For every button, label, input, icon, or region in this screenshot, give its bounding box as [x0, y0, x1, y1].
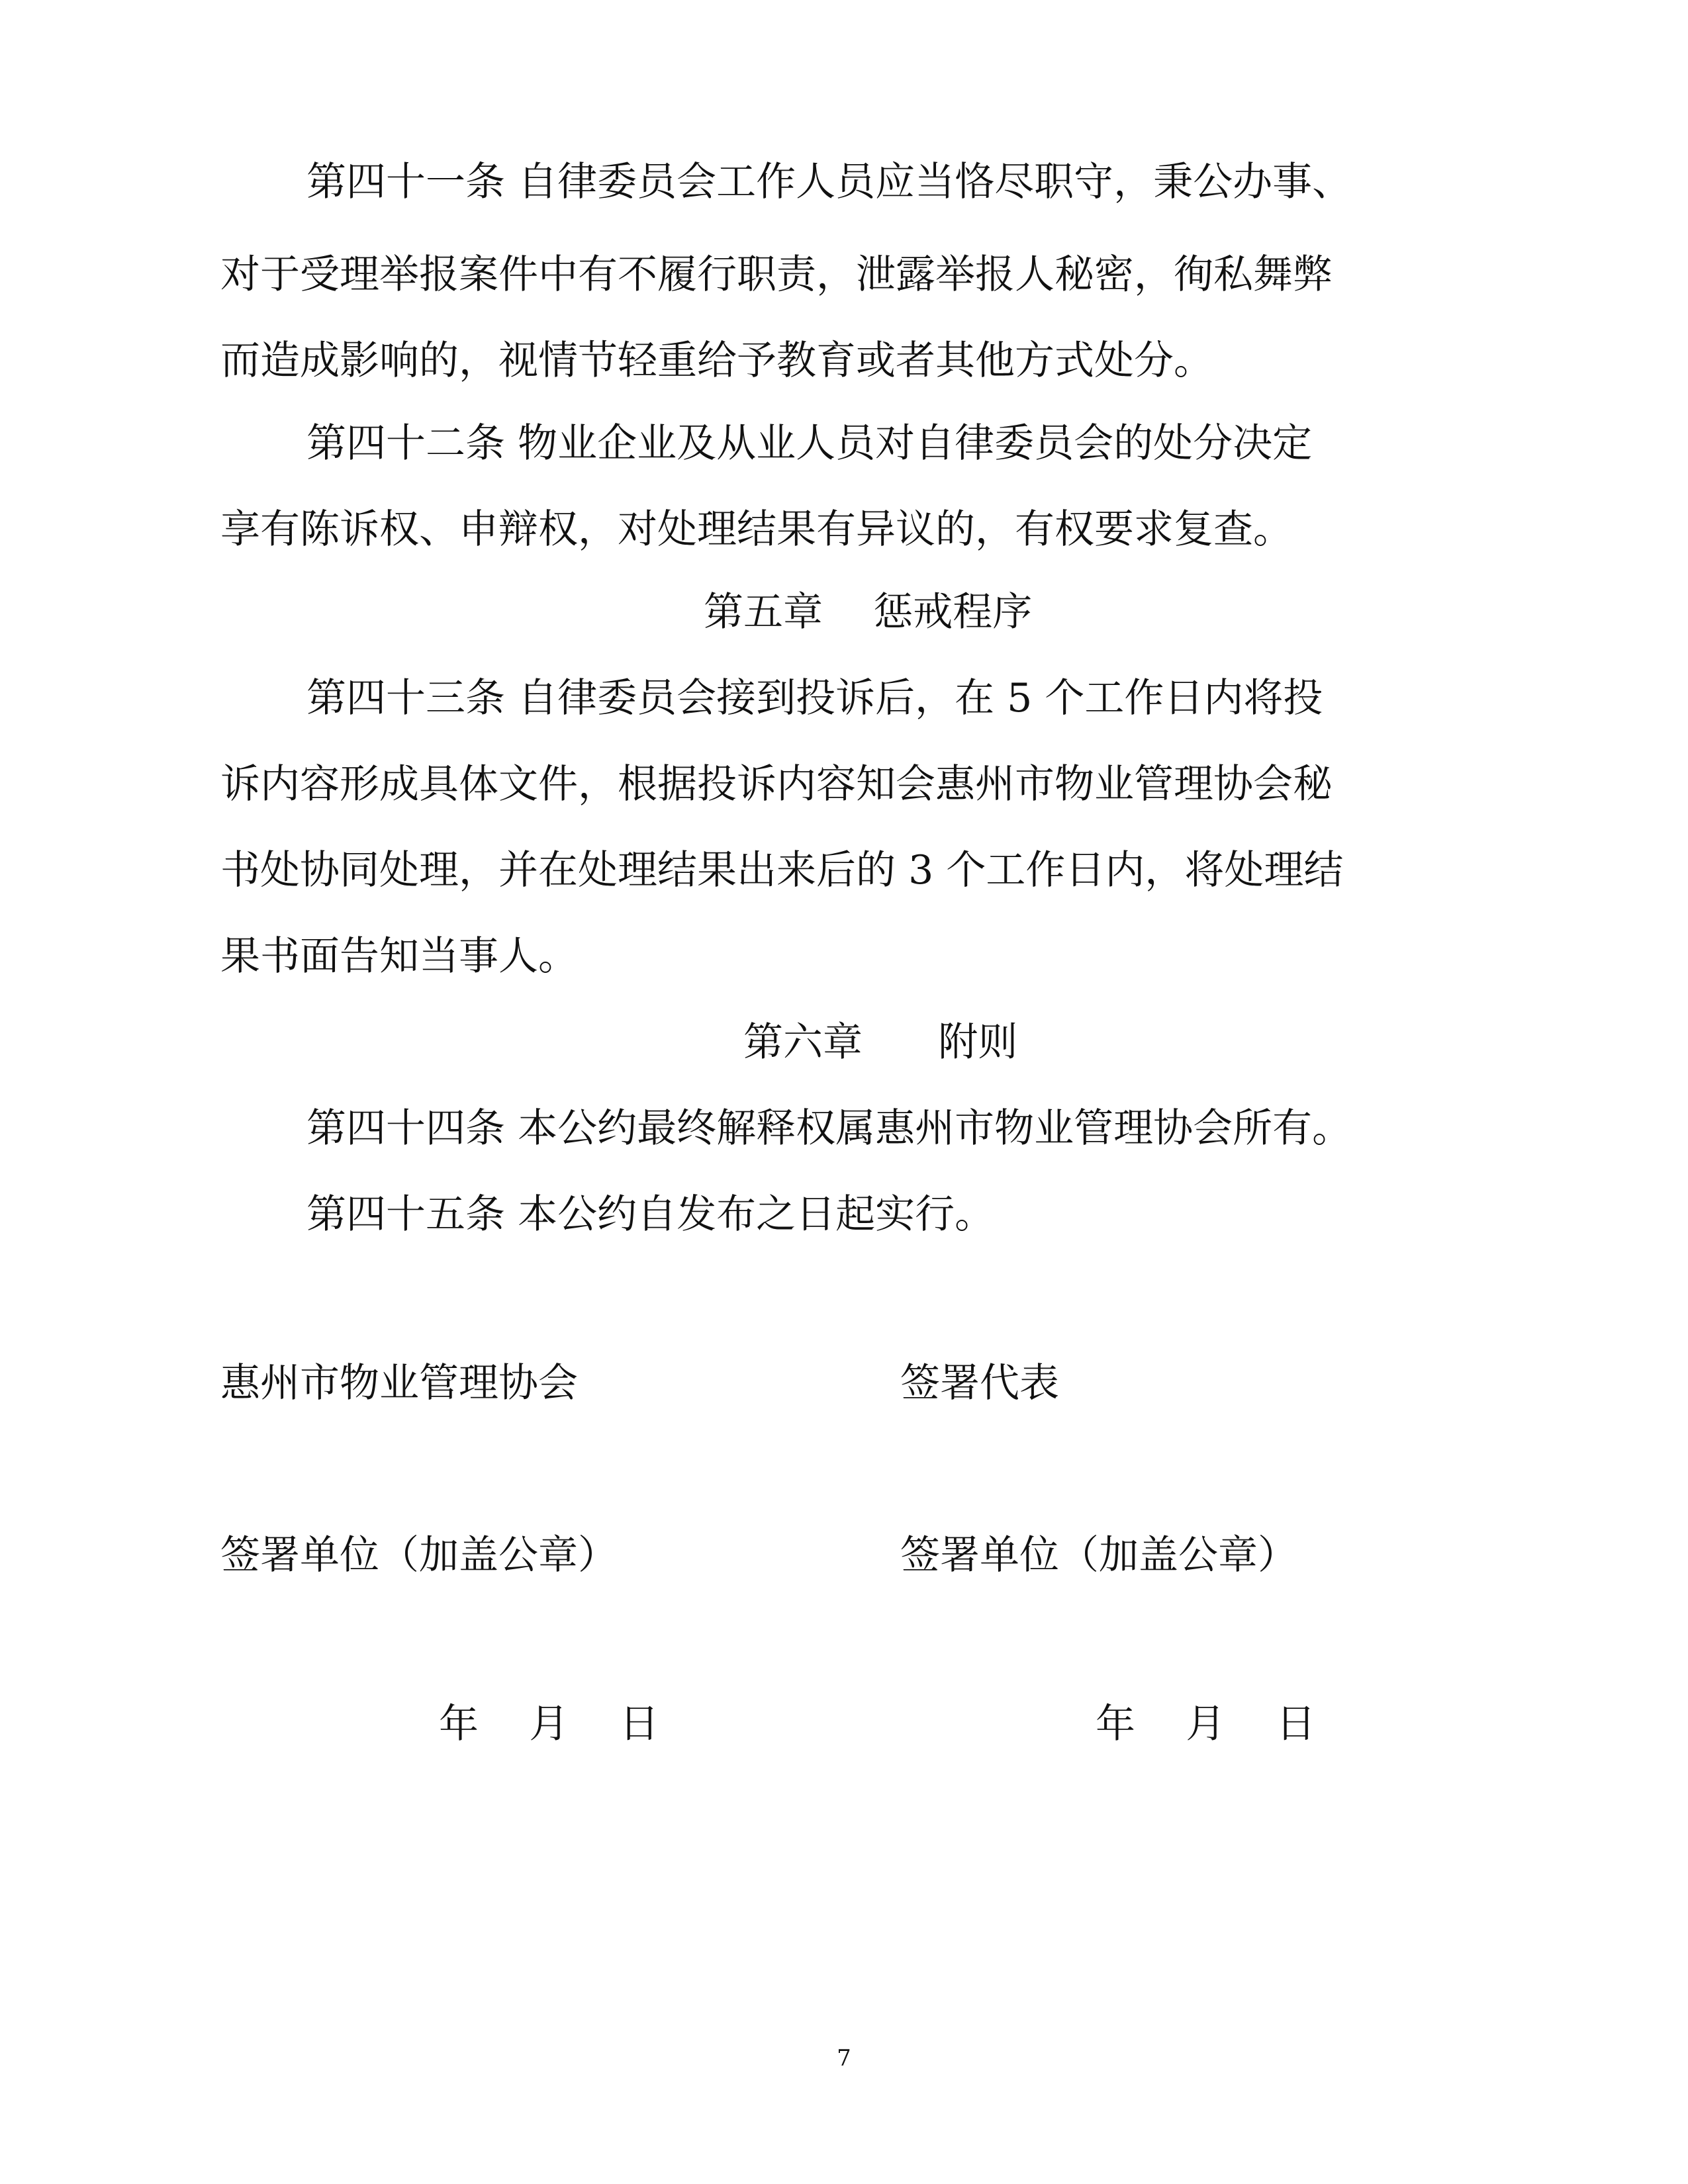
article-41-line-2: 对于受理举报案件中有不履行职责，泄露举报人秘密，徇私舞弊	[220, 251, 1333, 298]
signature-left-org: 惠州市物业管理协会	[220, 1360, 578, 1406]
signature-left-unit: 签署单位（加盖公章）	[220, 1532, 618, 1578]
article-43-line-1: 第四十三条 自律委员会接到投诉后，在 5 个工作日内将投	[306, 675, 1323, 721]
signature-right-date: 年 月 日	[1096, 1701, 1316, 1747]
article-45: 第四十五条 本公约自发布之日起实行。	[306, 1191, 995, 1238]
chapter-5-heading: 第五章 惩戒程序	[704, 589, 1033, 635]
article-44: 第四十四条 本公约最终解释权属惠州市物业管理协会所有。	[306, 1105, 1352, 1152]
article-42-line-1: 第四十二条 物业企业及从业人员对自律委员会的处分决定	[306, 420, 1313, 467]
article-43-line-3: 书处协同处理，并在处理结果出来后的 3 个工作日内，将处理结	[220, 847, 1344, 893]
article-42-line-2: 享有陈诉权、申辩权，对处理结果有异议的，有权要求复查。	[220, 506, 1293, 553]
signature-right-representative: 签署代表	[900, 1360, 1059, 1406]
chapter-6-heading: 第六章 附则	[743, 1019, 1018, 1066]
signature-right-unit: 签署单位（加盖公章）	[900, 1532, 1297, 1578]
article-43-line-2: 诉内容形成具体文件，根据投诉内容知会惠州市物业管理协会秘	[220, 761, 1333, 807]
article-43-line-4: 果书面告知当事人。	[220, 933, 578, 979]
article-41-line-1: 第四十一条 自律委员会工作人员应当恪尽职守，秉公办事、	[306, 159, 1352, 205]
signature-left-date: 年 月 日	[439, 1701, 659, 1747]
page-number: 7	[837, 2045, 851, 2071]
article-41-line-3: 而造成影响的，视情节轻重给予教育或者其他方式处分。	[220, 338, 1213, 384]
